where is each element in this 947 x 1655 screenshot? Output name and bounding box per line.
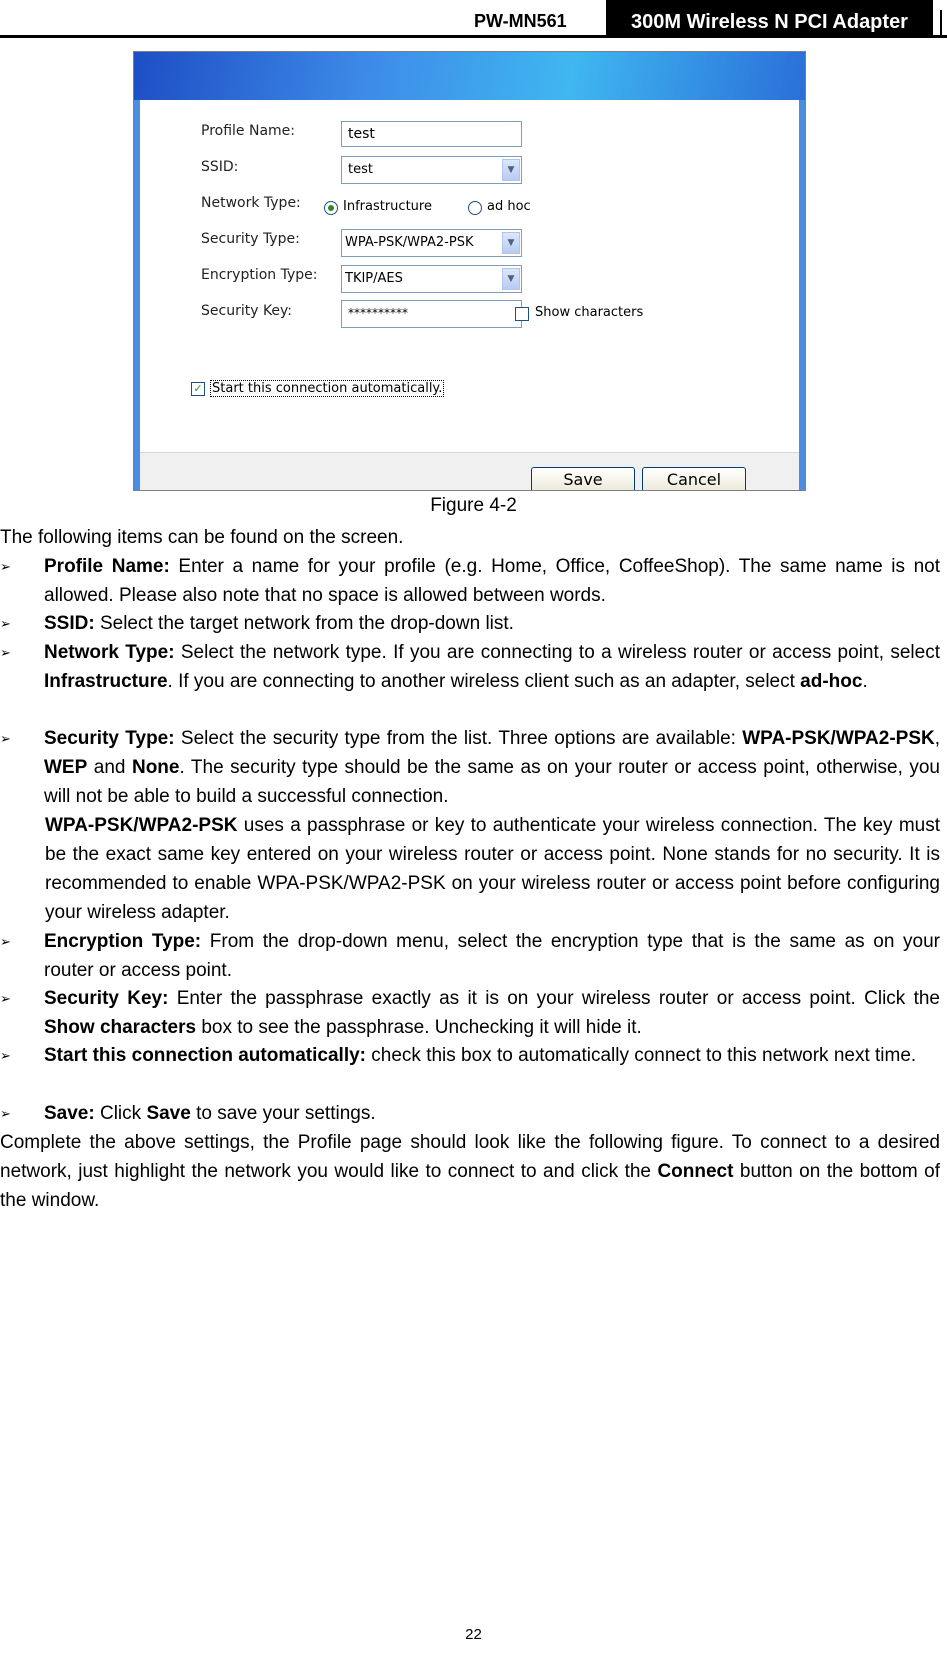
- bullet-arrow-icon: ➢: [0, 559, 11, 574]
- save-button[interactable]: Save: [531, 467, 635, 491]
- list-item: [0, 1099, 940, 1128]
- item-text: . If you are connecting to another wireless client such as an adapter, select: [167, 671, 801, 692]
- auto-connect-checkbox[interactable]: ✓: [191, 382, 205, 396]
- security-key-label: Security Key:: [201, 303, 293, 319]
- chevron-down-icon[interactable]: ▼: [502, 268, 520, 290]
- item-text: . The security type should be the same as on your router or access point, otherwise, you will not be able to build a successful connection.: [44, 757, 940, 807]
- list-item: [0, 927, 940, 985]
- item-term: Security Key:: [44, 988, 169, 1009]
- item-text: and: [87, 757, 132, 778]
- item-bold: WPA-PSK/WPA2-PSK: [742, 728, 935, 749]
- dialog-footer: [140, 452, 799, 491]
- page-header: [0, 0, 947, 38]
- network-type-label: Network Type:: [201, 195, 301, 211]
- closing-paragraph: [0, 1128, 940, 1215]
- bullet-arrow-icon: ➢: [0, 934, 11, 949]
- item-text: Enter the passphrase exactly as it is on your wireless router or access point. Click the: [168, 988, 940, 1009]
- infrastructure-radio[interactable]: [324, 201, 338, 215]
- encryption-type-label: Encryption Type:: [201, 267, 318, 283]
- connect-term: Connect: [657, 1161, 734, 1182]
- list-item: [0, 609, 940, 638]
- item-text: Select the network type. If you are connecting to a wireless router or access point, select: [174, 642, 940, 663]
- list-item: [0, 984, 940, 1042]
- security-key-input[interactable]: **********: [341, 300, 522, 328]
- item-text: Click: [94, 1103, 147, 1124]
- infrastructure-radio-label: Infrastructure: [343, 199, 432, 214]
- item-text: uses a passphrase or key to authenticate your wireless connection. The key must be the exact same key entered on your wireless router or access point. None stands for no security. It is recommended to enable WPA-PSK/WPA2-PSK on your wireless router or access point before configuring your wireless adapter.: [45, 815, 940, 923]
- item-bold: ad-hoc: [800, 671, 863, 692]
- item-term: Profile Name:: [44, 556, 170, 577]
- item-bold: Show characters: [44, 1017, 197, 1038]
- list-item: [0, 1041, 940, 1070]
- header-divider: [940, 10, 942, 36]
- list-item: [0, 724, 940, 811]
- ssid-label: SSID:: [201, 159, 239, 175]
- item-bold: WEP: [44, 757, 88, 778]
- item-bold: None: [131, 757, 180, 778]
- bullet-arrow-icon: ➢: [0, 731, 11, 746]
- figure-caption: Figure 4-2: [430, 495, 517, 516]
- item-term: SSID:: [44, 613, 95, 634]
- item-term: Security Type:: [44, 728, 175, 749]
- item-text: Enter a name for your profile (e.g. Home, Office, CoffeeShop). The same name is not allowed. Please also note that no space is allowed between words.: [44, 556, 940, 606]
- item-text: to save your settings.: [190, 1103, 376, 1124]
- security-type-label: Security Type:: [201, 231, 300, 247]
- profile-dialog-screenshot: [133, 51, 806, 491]
- show-characters-checkbox[interactable]: [515, 307, 529, 321]
- header-rule: [0, 35, 947, 38]
- ssid-select[interactable]: [341, 156, 522, 184]
- bullet-arrow-icon: ➢: [0, 645, 11, 660]
- item-term: Encryption Type:: [44, 931, 202, 952]
- adhoc-radio-label: ad hoc: [487, 199, 531, 214]
- item-text: Select the security type from the list. Three options are available:: [174, 728, 743, 749]
- show-characters-label: Show characters: [535, 305, 644, 320]
- item-bold: WPA-PSK/WPA2-PSK: [45, 815, 238, 836]
- item-bold: Infrastructure: [44, 671, 168, 692]
- bullet-arrow-icon: ➢: [0, 991, 11, 1006]
- item-text: .: [862, 671, 868, 692]
- list-item: [0, 552, 940, 610]
- chevron-down-icon[interactable]: ▼: [502, 159, 520, 181]
- auto-connect-label: Start this connection automatically.: [212, 381, 443, 396]
- security-note: [0, 811, 940, 927]
- security-type-value: WPA-PSK/WPA2-PSK: [345, 235, 474, 250]
- item-text: From the drop-down menu, select the encryption type that is the same as on your router or access point.: [44, 931, 940, 981]
- profile-name-input[interactable]: test: [341, 121, 522, 147]
- item-text: check this box to automatically connect to this network next time.: [366, 1045, 917, 1066]
- bullet-arrow-icon: ➢: [0, 1106, 11, 1121]
- profile-name-label: Profile Name:: [201, 123, 296, 139]
- closing-text: button on the bottom of the window.: [0, 1161, 940, 1211]
- bullet-arrow-icon: ➢: [0, 616, 11, 631]
- encryption-type-value: TKIP/AES: [345, 271, 403, 286]
- ssid-value: test: [348, 162, 373, 177]
- header-model: PW-MN561: [474, 11, 567, 31]
- list-item: [0, 638, 940, 696]
- dialog-title-bar: [134, 52, 805, 100]
- encryption-type-select[interactable]: [341, 265, 522, 293]
- closing-text: Complete the above settings, the Profile page should look like the following figure. To connect to a desired network, just highlight the network you would like to connect to and click the: [0, 1132, 940, 1182]
- page-number: 22: [465, 1626, 482, 1643]
- item-term: Save:: [44, 1103, 95, 1124]
- item-term: Start this connection automatically:: [44, 1045, 366, 1066]
- item-text: Select the target network from the drop-down list.: [94, 613, 514, 634]
- adhoc-radio[interactable]: [468, 201, 482, 215]
- cancel-button[interactable]: Cancel: [642, 467, 746, 491]
- security-type-select[interactable]: [341, 229, 522, 257]
- item-bold: Save: [146, 1103, 191, 1124]
- header-product-title: 300M Wireless N PCI Adapter: [606, 0, 933, 36]
- item-term: Network Type:: [44, 642, 175, 663]
- chevron-down-icon[interactable]: ▼: [502, 232, 520, 254]
- intro-text: The following items can be found on the screen.: [0, 527, 404, 548]
- item-text: ,: [934, 728, 940, 749]
- bullet-arrow-icon: ➢: [0, 1048, 11, 1063]
- item-text: box to see the passphrase. Unchecking it will hide it.: [196, 1017, 642, 1038]
- dialog-body: [134, 100, 805, 490]
